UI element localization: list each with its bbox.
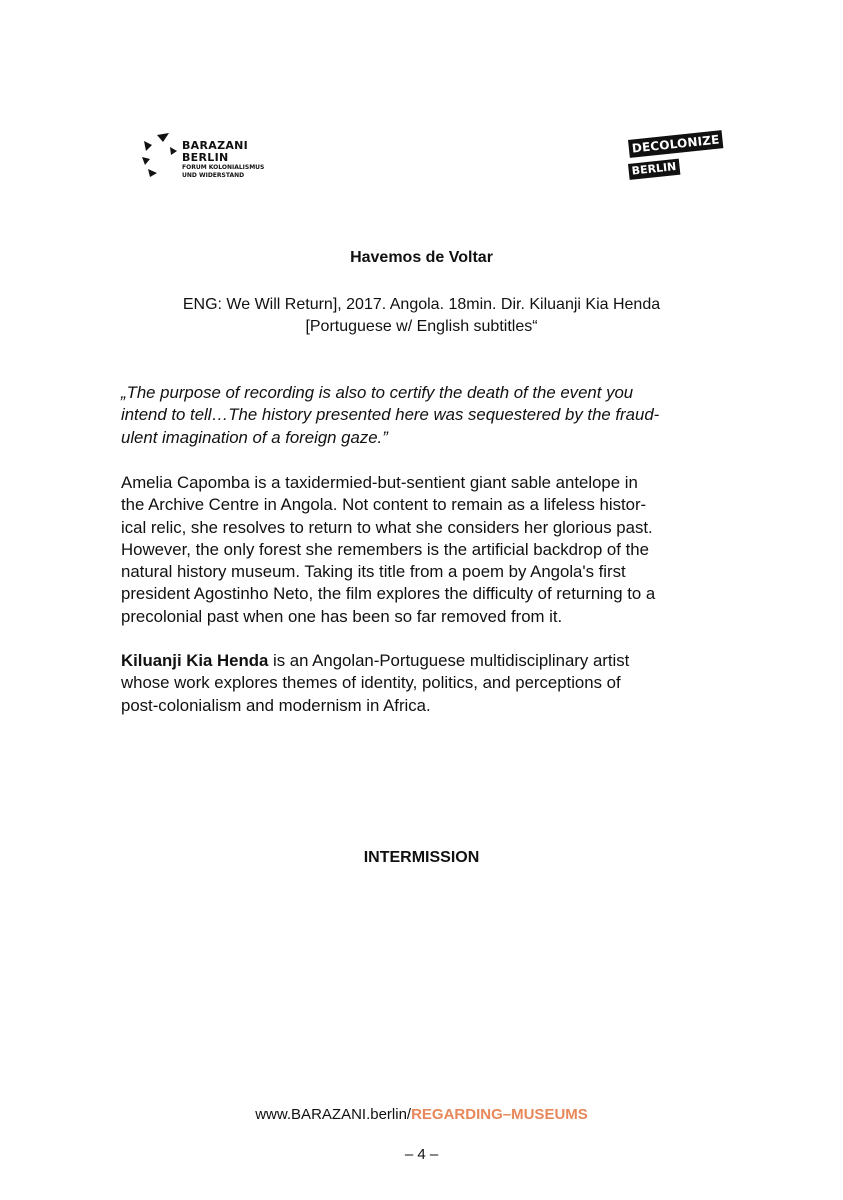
quote-line: „The purpose of recording is also to certify the death of the event you (121, 383, 634, 402)
description-line: However, the only forest she remembers is the artificial backdrop of the (121, 539, 649, 559)
description-line: the Archive Centre in Angola. Not content to remain as a lifeless histor- (121, 495, 647, 515)
artist-name: Kiluanji Kia Henda (121, 651, 269, 670)
bio-line: whose work explores themes of identity, politics, and perceptions of (121, 673, 621, 693)
barazani-mark-icon (140, 133, 180, 183)
film-info-line2: [Portuguese w/ English subtitles“ (305, 318, 538, 335)
description-line: precolonial past when one has been so far removed from it. (121, 606, 563, 626)
footer-link[interactable] (0, 1106, 843, 1123)
bio-line (121, 650, 731, 672)
berlin-label: BERLIN (628, 159, 680, 180)
logo-name-line2: BERLIN (182, 151, 229, 164)
intermission-heading: INTERMISSION (363, 849, 480, 866)
description-line: ical relic, she resolves to return to what she considers her glorious past. (121, 517, 653, 537)
decolonize-label: DECOLONIZE (628, 130, 723, 158)
film-info-line1: ENG: We Will Return], 2017. Angola. 18min. Dir. Kiluanji Kia Henda (182, 296, 661, 313)
bio-line1-rest: is an Angolan-Portuguese multidisciplinary artist (268, 651, 630, 670)
quote-line: ulent imagination of a foreign gaze.” (121, 427, 388, 447)
quote-line: intend to tell…The history presented here was sequestered by the fraud- (121, 405, 660, 425)
description-line: natural history museum. Taking its title from a poem by Angola's first (121, 562, 626, 582)
barazani-berlin-logo (140, 133, 280, 193)
description-line: president Agostinho Neto, the film explores the difficulty of returning to a (121, 584, 656, 604)
logo-name-line1: BARAZANI (182, 139, 249, 152)
footer-highlight[interactable]: REGARDING–MUSEUMS (411, 1106, 588, 1123)
logo-sub-line2: UND WIDERSTAND (182, 172, 245, 179)
film-info (0, 294, 843, 338)
footer-site[interactable]: www.BARAZANI.berlin/ (255, 1106, 412, 1123)
bio-line: post-colonialism and modernism in Africa. (121, 695, 431, 715)
decolonize-berlin-logo (620, 132, 721, 192)
description-line: Amelia Capomba is a taxidermied-but-sentient giant sable antelope in (121, 473, 638, 492)
film-title: Havemos de Voltar (350, 249, 493, 266)
artist-bio (121, 650, 731, 717)
film-quote (121, 382, 731, 449)
logo-sub-line1: FORUM KOLONIALISMUS (182, 164, 265, 171)
film-description (121, 472, 731, 628)
page-number: – 4 – (404, 1146, 439, 1163)
